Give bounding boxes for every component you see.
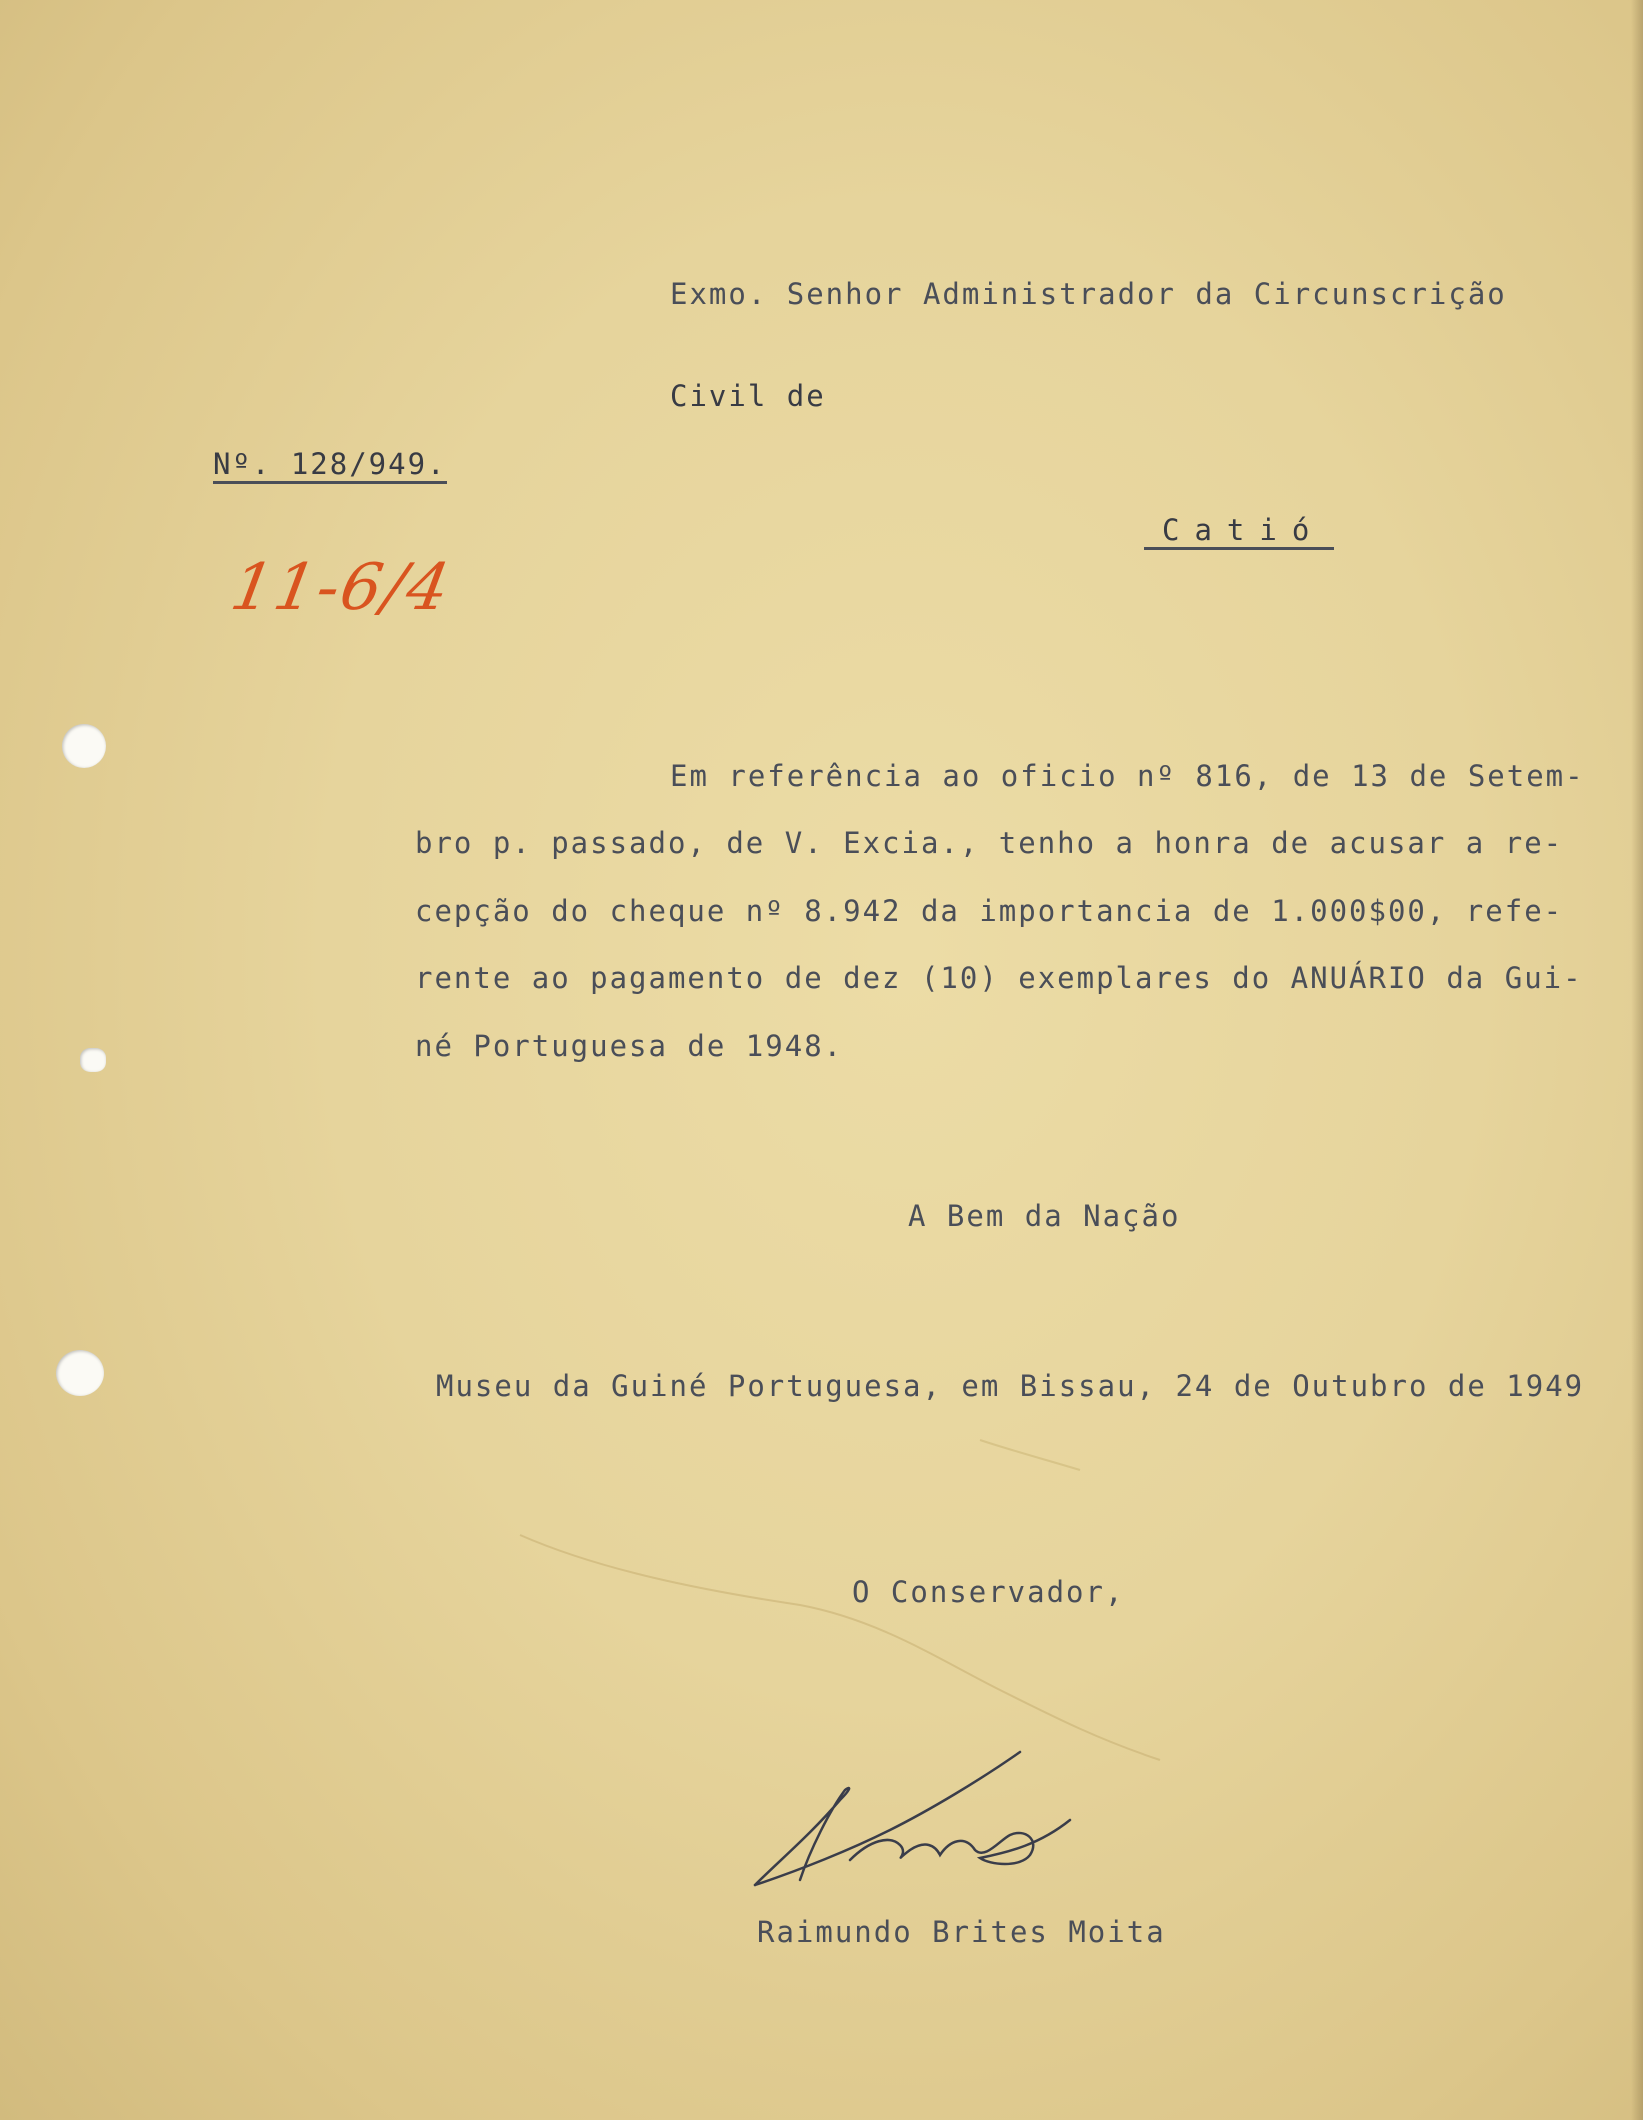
- place-name: Catió: [1144, 516, 1334, 550]
- signature: [740, 1740, 1140, 1900]
- signatory-name: Raimundo Brites Moita: [757, 1915, 1166, 1949]
- punch-hole-top: [62, 724, 106, 768]
- signoff-title: O Conservador,: [852, 1575, 1125, 1609]
- closing-salutation: A Bem da Nação: [908, 1199, 1181, 1233]
- body-line-5: né Portuguesa de 1948.: [415, 1029, 844, 1063]
- punch-hole-bottom: [56, 1350, 104, 1396]
- punch-hole-middle: [80, 1048, 106, 1072]
- reference-number: Nº. 128/949.: [213, 450, 447, 484]
- date-line: Museu da Guiné Portuguesa, em Bissau, 24 de Outubro de 1949: [436, 1369, 1585, 1403]
- body-line-4: rente ao pagamento de dez (10) exemplares do ANUÁRIO da Gui-: [415, 961, 1583, 995]
- body-line-1: Em referência ao oficio nº 816, de 13 de Setem-: [670, 759, 1585, 793]
- body-line-2: bro p. passado, de V. Excia., tenho a honra de acusar a re-: [415, 826, 1564, 860]
- handwritten-annotation: 11-6/4: [225, 551, 457, 625]
- body-line-3: cepção do cheque nº 8.942 da importancia de 1.000$00, refe-: [415, 894, 1564, 928]
- addressee-line-2: Civil de: [670, 379, 826, 413]
- addressee-line-1: Exmo. Senhor Administrador da Circunscrição: [670, 277, 1507, 311]
- page-edge-shadow: [1631, 0, 1643, 2120]
